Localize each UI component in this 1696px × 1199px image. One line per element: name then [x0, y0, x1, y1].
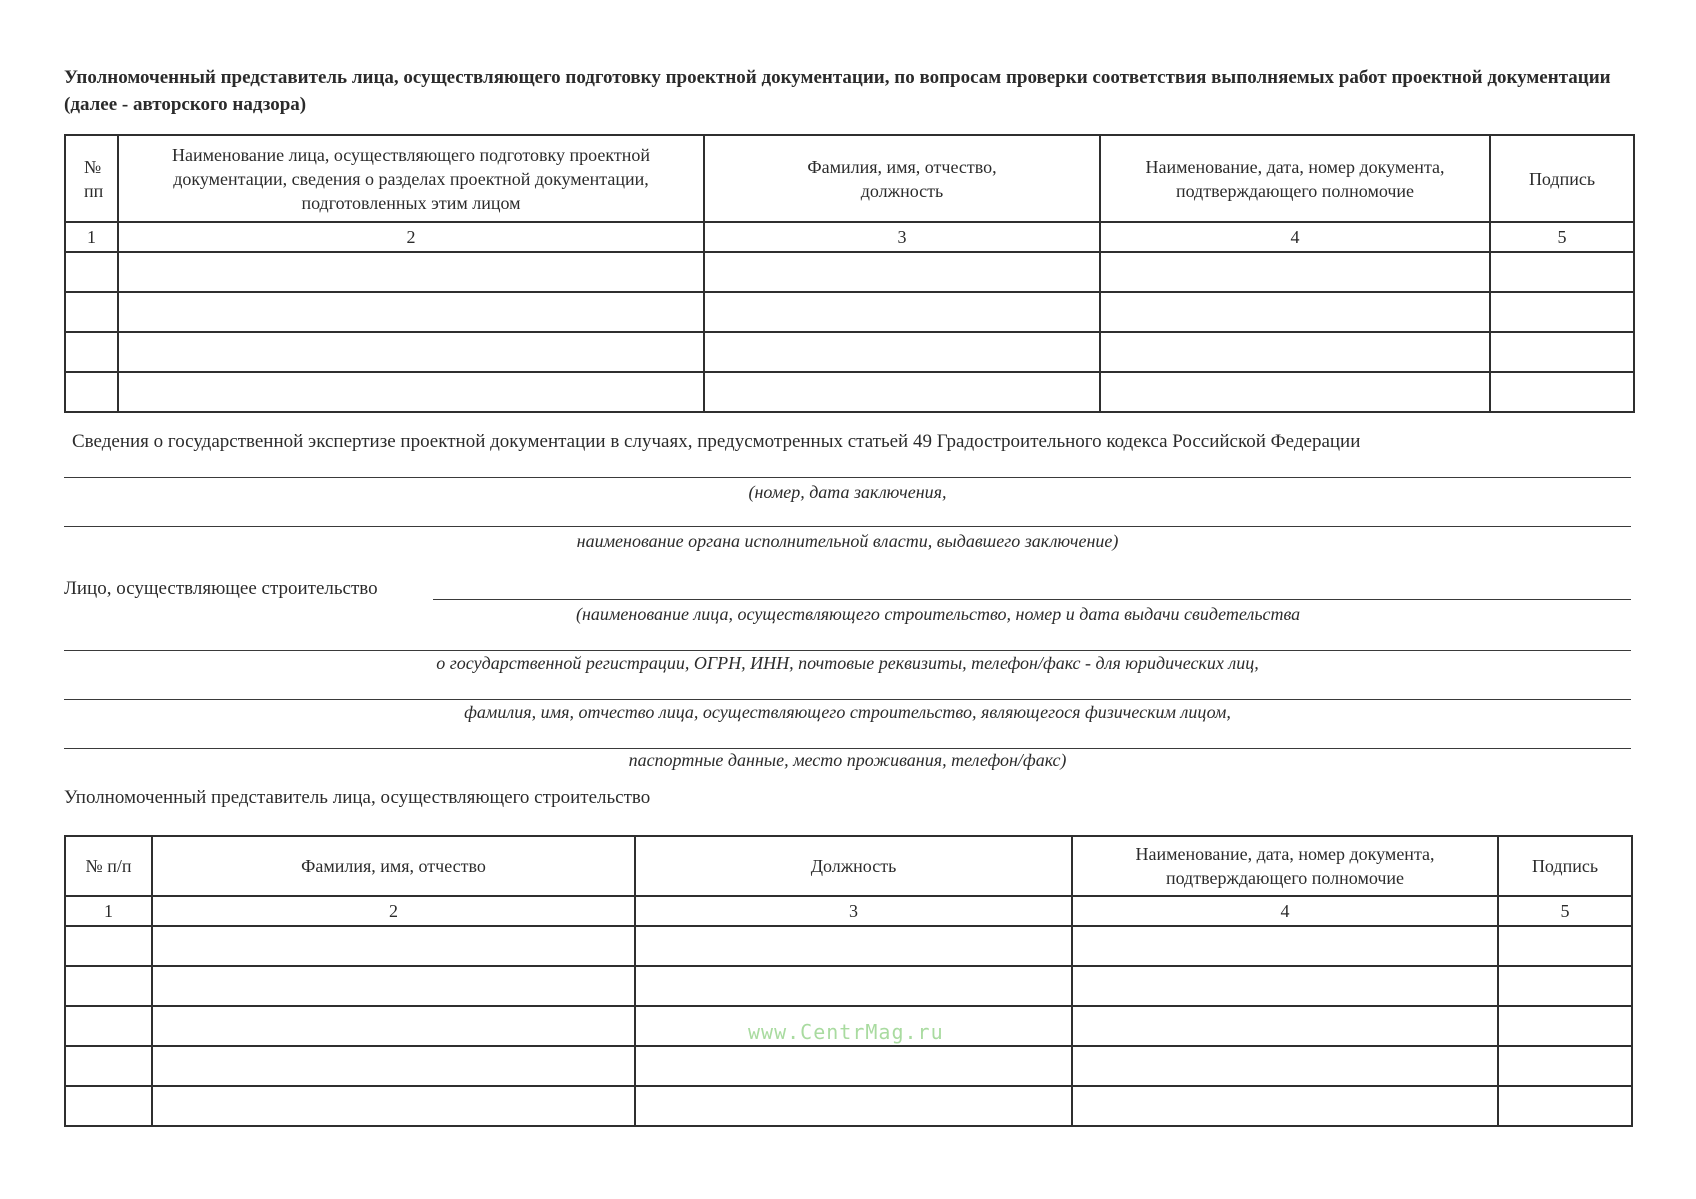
table-cell[interactable] — [118, 372, 704, 412]
table-cell[interactable] — [704, 372, 1100, 412]
header-signature: Подпись — [1498, 836, 1632, 896]
table-row — [65, 292, 1634, 332]
expertise-hint-2: наименование органа исполнительной власти, выдавшего заключение) — [576, 531, 1119, 551]
column-number-row — [65, 222, 1634, 252]
table-row — [65, 372, 1634, 412]
table-cell[interactable] — [635, 966, 1072, 1006]
header-signature: Подпись — [1490, 135, 1634, 222]
header-designer-name: Наименование лица, осуществляющего подготовку проектной документации, сведения о разделах проектной документации, подготовленных этим лицом — [118, 135, 704, 222]
builder-line-2[interactable] — [64, 650, 1631, 651]
header-full-name: Фамилия, имя, отчество — [152, 836, 635, 896]
table-cell[interactable] — [118, 252, 704, 292]
table-cell[interactable] — [1498, 1046, 1632, 1086]
table-cell[interactable] — [152, 1086, 635, 1126]
column-number: 5 — [1490, 222, 1634, 252]
expertise-line-2[interactable] — [64, 526, 1631, 527]
column-number: 5 — [1498, 896, 1632, 926]
table-cell[interactable] — [65, 926, 152, 966]
table-row — [65, 966, 1632, 1006]
table-row — [65, 1046, 1632, 1086]
table-cell[interactable] — [1490, 292, 1634, 332]
table-cell[interactable] — [1498, 1006, 1632, 1046]
expertise-line-1[interactable] — [64, 477, 1631, 478]
section1-heading: Уполномоченный представитель лица, осуществляющего подготовку проектной документации, по вопросам проверки соответствия выполняемых работ проектной документации (далее - авторского надзора) — [64, 67, 1611, 115]
builder-line-3[interactable] — [64, 699, 1631, 700]
header-authority-document: Наименование, дата, номер документа, подтверждающего полномочие — [1100, 135, 1490, 222]
table-cell[interactable] — [1072, 926, 1498, 966]
column-number: 3 — [704, 222, 1100, 252]
expertise-hint-1: (номер, дата заключения, — [748, 482, 947, 502]
builder-line-1[interactable] — [433, 599, 1631, 600]
table-cell[interactable] — [1498, 1086, 1632, 1126]
column-number: 1 — [65, 222, 118, 252]
expertise-label: Сведения о государственной экспертизе проектной документации в случаях, предусмотренных статьей 49 Градостроительного кодекса Российской Федерации — [72, 431, 1361, 452]
column-number: 2 — [152, 896, 635, 926]
table-cell[interactable] — [635, 1046, 1072, 1086]
author-supervision-table — [64, 134, 1635, 413]
column-number-row — [65, 896, 1632, 926]
table-cell[interactable] — [1072, 1046, 1498, 1086]
header-position: Должность — [635, 836, 1072, 896]
table-cell[interactable] — [1072, 1086, 1498, 1126]
table-cell[interactable] — [1100, 372, 1490, 412]
table-cell[interactable] — [1498, 926, 1632, 966]
table-cell[interactable] — [635, 926, 1072, 966]
table-cell[interactable] — [1490, 252, 1634, 292]
table-row — [65, 926, 1632, 966]
table-row — [65, 1086, 1632, 1126]
table-row — [65, 252, 1634, 292]
header-number: № п/п — [65, 836, 152, 896]
builder-hint-4: паспортные данные, место проживания, телефон/факс) — [628, 750, 1067, 770]
table-cell[interactable] — [65, 292, 118, 332]
table-cell[interactable] — [1100, 332, 1490, 372]
table-cell[interactable] — [152, 1046, 635, 1086]
table-cell[interactable] — [118, 292, 704, 332]
table-row — [65, 332, 1634, 372]
table-cell[interactable] — [1100, 252, 1490, 292]
header-full-name-position: Фамилия, имя, отчество, должность — [704, 135, 1100, 222]
table-cell[interactable] — [1072, 966, 1498, 1006]
table-header-row — [65, 135, 1634, 222]
builder-label: Лицо, осуществляющее строительство — [64, 578, 378, 599]
header-authority-document: Наименование, дата, номер документа, подтверждающего полномочие — [1072, 836, 1498, 896]
column-number: 2 — [118, 222, 704, 252]
table-cell[interactable] — [65, 966, 152, 1006]
table-cell[interactable] — [704, 332, 1100, 372]
table-cell[interactable] — [65, 332, 118, 372]
column-number: 3 — [635, 896, 1072, 926]
table-cell[interactable] — [65, 1086, 152, 1126]
watermark-text: www.CentrMag.ru — [748, 1020, 944, 1044]
column-number: 4 — [1100, 222, 1490, 252]
table-cell[interactable] — [635, 1086, 1072, 1126]
table-cell[interactable] — [65, 1006, 152, 1046]
builder-hint-1: (наименование лица, осуществляющего строительство, номер и дата выдачи свидетельства — [576, 604, 1301, 624]
table-cell[interactable] — [152, 926, 635, 966]
table-cell[interactable] — [1490, 332, 1634, 372]
table-cell[interactable] — [118, 332, 704, 372]
table-cell[interactable] — [1490, 372, 1634, 412]
builder-hint-2: о государственной регистрации, ОГРН, ИНН, почтовые реквизиты, телефон/факс - для юридических лиц, — [436, 653, 1259, 673]
table-cell[interactable] — [65, 252, 118, 292]
table-cell[interactable] — [704, 292, 1100, 332]
table-cell[interactable] — [152, 1006, 635, 1046]
table-cell[interactable] — [1498, 966, 1632, 1006]
builder-hint-3: фамилия, имя, отчество лица, осуществляющего строительство, являющегося физическим лицом, — [464, 702, 1231, 722]
table-cell[interactable] — [1072, 1006, 1498, 1046]
table-cell[interactable] — [65, 372, 118, 412]
section2-heading: Уполномоченный представитель лица, осуществляющего строительство — [64, 787, 651, 808]
table-header-row — [65, 836, 1632, 896]
header-number: № пп — [65, 135, 118, 222]
builder-representative-table — [64, 835, 1633, 1127]
table-cell[interactable] — [1100, 292, 1490, 332]
column-number: 1 — [65, 896, 152, 926]
table-cell[interactable] — [704, 252, 1100, 292]
column-number: 4 — [1072, 896, 1498, 926]
table-cell[interactable] — [152, 966, 635, 1006]
table-cell[interactable] — [65, 1046, 152, 1086]
